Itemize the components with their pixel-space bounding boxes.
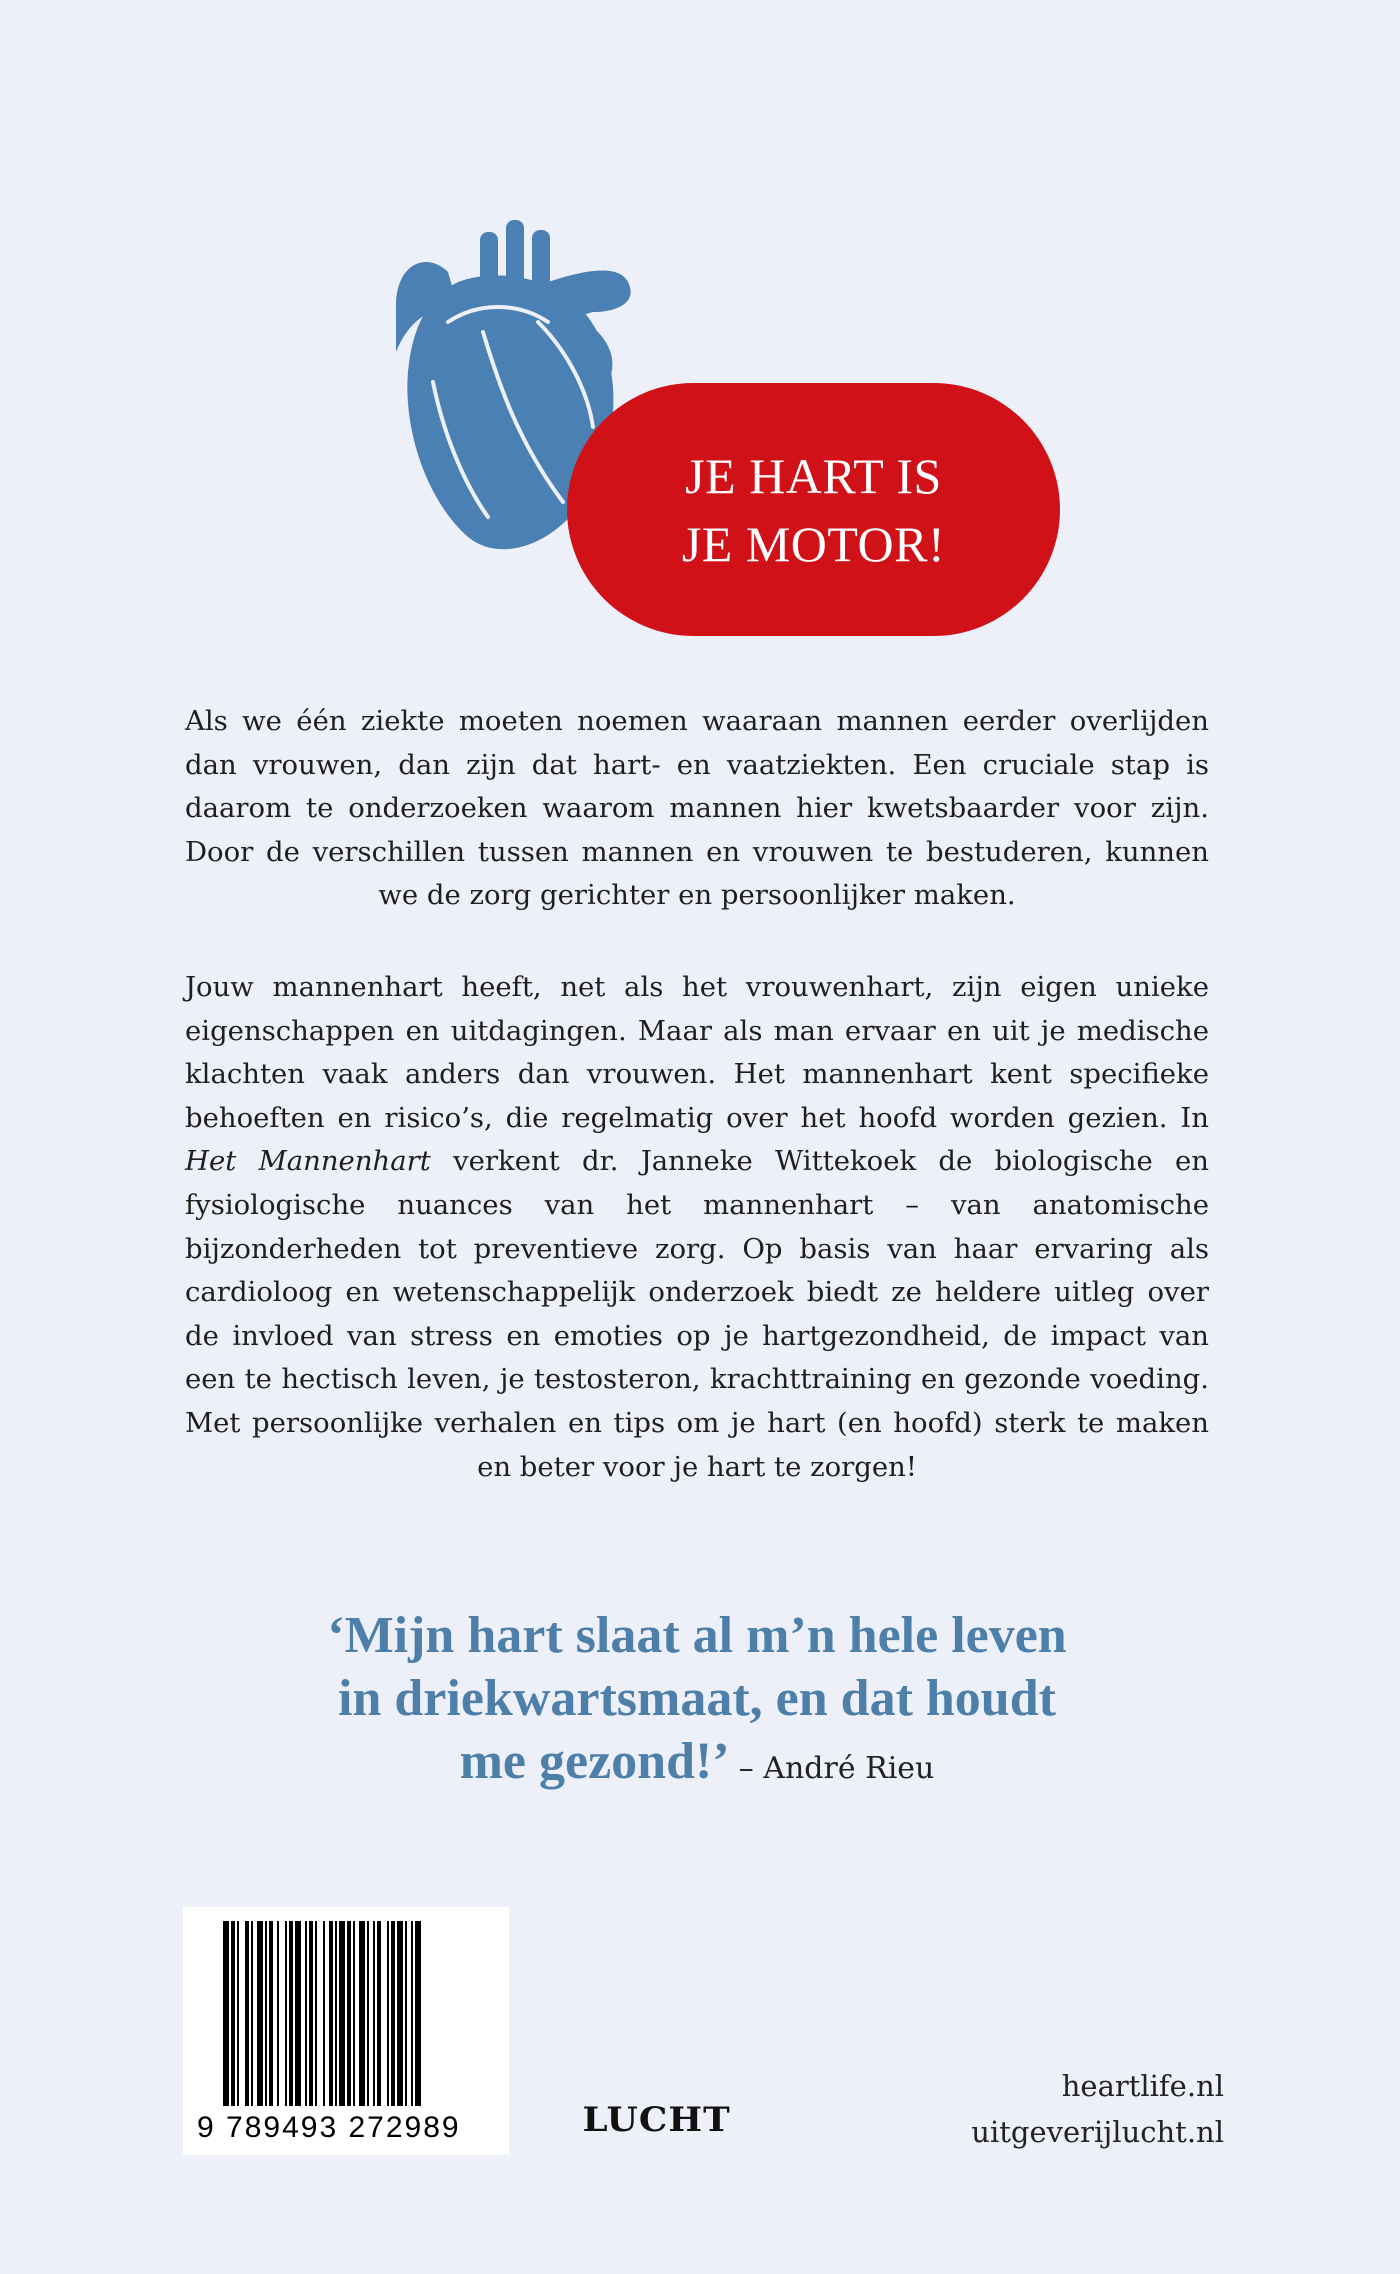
intro-paragraph: Als we één ziekte moeten noemen waaraan mannen eerder overlijden dan vrouwen, dan zijn dat hart- en vaatziekten. Een cruciale stap is daarom te onderzoeken waarom mannen hier kwetsbaarder voor zijn. Door de verschillen tussen mannen en vrouwen te bestuderen, kunnen we de zorg gerichter en persoonlijker maken.: [185, 705, 1209, 912]
barcode-bar: [347, 1921, 351, 2106]
barcode-bar: [397, 1921, 403, 2106]
barcode-bar: [309, 1921, 313, 2106]
barcode-bar: [265, 1921, 267, 2106]
badge-line-2: JE MOTOR!: [681, 515, 946, 572]
barcode-bar: [251, 1921, 253, 2106]
barcode-bars: [223, 1921, 473, 2106]
testimonial-quote: [185, 1604, 1209, 1800]
barcode-bar: [373, 1921, 375, 2106]
isbn-barcode: [183, 1907, 509, 2155]
description-paragraph: [185, 966, 1209, 1489]
quote-line-3: me gezond!’: [459, 1733, 726, 1790]
description-part-1: Jouw mannenhart heeft, net als het vrouwenhart, zijn eigen unieke eigenschappen en uitdagingen. Maar als man ervaar en uit je medische klachten vaak anders dan vrouwen. Het mannenhart kent specifieke behoeften en risico’s, die regelmatig over het hoofd worden gezien. In: [185, 971, 1209, 1134]
barcode-bar: [231, 1921, 235, 2106]
barcode-bar: [415, 1921, 421, 2106]
barcode-bar: [277, 1921, 279, 2106]
quote-line-1: ‘Mijn hart slaat al m’n hele leven: [327, 1607, 1067, 1664]
barcode-bar: [335, 1921, 337, 2106]
barcode-bar: [353, 1921, 355, 2106]
quote-line-2: in driekwartsmaat, en dat houdt: [338, 1670, 1056, 1727]
barcode-bar: [391, 1921, 395, 2106]
barcode-bar: [257, 1921, 263, 2106]
barcode-bar: [223, 1921, 229, 2106]
barcode-bar: [295, 1921, 301, 2106]
quote-author: – André Rieu: [738, 1751, 935, 1786]
barcode-bar: [359, 1921, 365, 2106]
barcode-bar: [305, 1921, 307, 2106]
barcode-bar: [411, 1921, 413, 2106]
barcode-bar: [269, 1921, 273, 2106]
publisher-logo: LUCHT: [582, 2100, 731, 2140]
barcode-bar: [405, 1921, 407, 2106]
barcode-bar: [315, 1921, 317, 2106]
barcode-bar: [245, 1921, 249, 2106]
description-part-2: verkent dr. Janneke Wittekoek de biologische en fysiologische nuances van het mannenhart – van anatomische bijzonderheden tot preventieve zorg. Op basis van haar ervaring als cardioloog en wetenschappelijk onderzoek biedt ze heldere uitleg over de invloed van stress en emoties op je hartgezondheid, de impact van een te hectisch leven, je testosteron, krachttraining en gezonde voeding. Met persoonlijke verhalen en tips om je hart (en hoofd) sterk te maken en beter voor je hart te zorgen!: [185, 1145, 1209, 1483]
quote-line-3-row: [185, 1730, 1209, 1800]
website-link-publisher[interactable]: uitgeverijlucht.nl: [971, 2115, 1224, 2149]
isbn-number: 9 789493 272989: [197, 2111, 461, 2144]
barcode-bar: [285, 1921, 287, 2106]
barcode-bar: [329, 1921, 333, 2106]
barcode-bar: [377, 1921, 381, 2106]
barcode-bar: [323, 1921, 325, 2106]
motto-badge: [567, 383, 1060, 636]
barcode-bar: [237, 1921, 239, 2106]
barcode-bar: [289, 1921, 293, 2106]
badge-line-1: JE HART IS: [685, 447, 942, 504]
website-links: [971, 2063, 1224, 2155]
website-link-heartlife[interactable]: heartlife.nl: [1061, 2069, 1224, 2103]
barcode-bar: [339, 1921, 345, 2106]
barcode-bar: [367, 1921, 369, 2106]
barcode-bar: [387, 1921, 389, 2106]
book-title: Het Mannenhart: [185, 1145, 431, 1178]
